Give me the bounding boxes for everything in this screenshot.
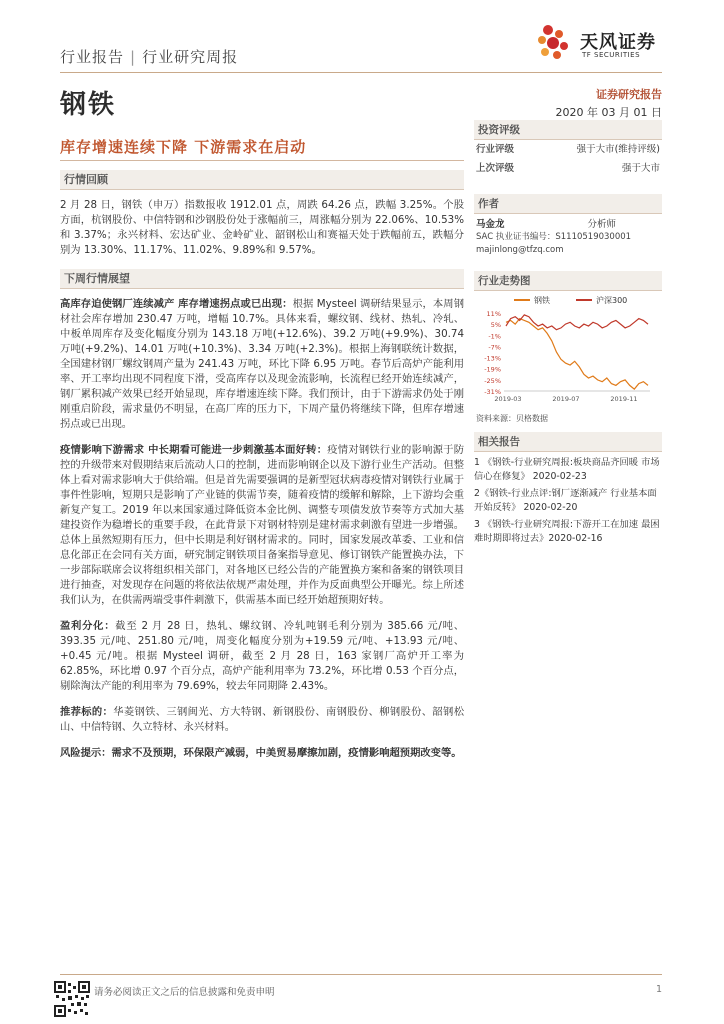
paragraph-lead: 高库存迫使钢厂连续减产 库存增速拐点或已出现： xyxy=(60,298,293,310)
y-tick-label: -13% xyxy=(484,354,501,363)
trend-chart-svg xyxy=(474,291,662,411)
industry-rating-row xyxy=(474,140,662,159)
qr-code-icon xyxy=(54,981,90,1017)
industry-rating-value: 强于大市(维持评级) xyxy=(576,144,660,155)
y-tick-label: 5% xyxy=(490,321,501,330)
report-date: 2020 年 03 月 01 日 xyxy=(555,106,662,119)
brand-name-en: TF SECURITIES xyxy=(582,51,641,59)
industry-trend-chart xyxy=(474,291,662,411)
footer-disclaimer[interactable]: 请务必阅读正文之后的信息披露和免责申明 xyxy=(94,987,275,998)
rating-heading: 投资评级 xyxy=(474,120,662,140)
industry-rating-label: 行业评级 xyxy=(476,144,515,155)
related-report-item[interactable]: 2《钢铁-行业点评:钢厂逐渐减产 行业基本面开始反转》 2020-02-20 xyxy=(474,488,657,513)
previous-rating-label: 上次评级 xyxy=(476,163,515,174)
legend-label: 钢铁 xyxy=(534,296,550,305)
outlook-paragraph-profit xyxy=(60,619,464,694)
author-row xyxy=(476,218,616,231)
brand-logo xyxy=(534,22,674,66)
x-tick-label: 2019-11 xyxy=(610,395,638,403)
paragraph-text: 根据 Mysteel 调研结果显示，本周钢材社会库存增加 230.47 万吨，增幅 10.7%。具体来看，螺纹钢、线材、热轧、冷轧、中板单周库存及变化幅度分别为 143.18 万吨(+12.6%)、39.2 万吨(+9.9%)、30.74 万吨(+9.2%)、14.01 万吨(+10.3%)、3.34 万吨(+2.3%)。根据上海钢联统计数据，全国建材钢厂螺纹钢周产量为 241.43 万吨，环比下降 6.95 万吨。春节后高炉产能利用率、开工率均出现不同程度下滑，受高库存以及现金流影响，长流程已经开始连续减产，钢厂累积减产效果已经开始显现，库存增速连续下降。我们预计，由于下游需求仍处于刚刚重启阶段，需求量仍不明显，在高厂库的压力下，下周产量仍将继续下降，但库存增速拐点或已出现。 xyxy=(60,298,464,430)
x-tick-label: 2019-07 xyxy=(552,395,580,403)
sidebar xyxy=(474,120,662,549)
outlook-paragraph-epidemic xyxy=(60,443,464,608)
review-paragraph xyxy=(60,198,464,258)
previous-rating-row xyxy=(474,159,662,178)
header-divider xyxy=(60,72,662,73)
author-certificate: SAC 执业证书编号：S1110519030001 xyxy=(476,232,632,242)
legend-label: 沪深300 xyxy=(596,296,628,305)
paragraph-text: 截至 2 月 28 日，热轧、螺纹钢、冷轧吨钢毛利分别为 385.66 元/吨、393.35 元/吨、251.80 元/吨，周变化幅度分别为+19.59 元/吨、+13.93 元/吨、+0.45 元/吨。根据 Mysteel 调研，截至 2 月 28 日，163 家钢厂高炉开工率为 62.85%，环比增 0.97 个百分点，高炉产能利用率为 73.2%，环比增 0.53 个百分点，剔除淘汰产能的利用率为 79.69%，较去年同期降 2.43%。 xyxy=(60,620,465,692)
y-tick-label: -31% xyxy=(484,388,501,396)
y-tick-label: -1% xyxy=(488,332,501,341)
paragraph-lead: 推荐标的： xyxy=(60,706,114,718)
y-tick-label: -7% xyxy=(488,343,501,352)
y-tick-label: -25% xyxy=(484,376,501,385)
series-line xyxy=(506,315,648,330)
series-line xyxy=(506,319,648,390)
brand-name: 天风证券 xyxy=(580,32,656,53)
paragraph-lead: 盈利分化： xyxy=(60,620,116,632)
related-report-item[interactable]: 3 《钢铁-行业研究周报:下游开工在加速 最困难时期即将过去》2020-02-16 xyxy=(474,519,660,544)
sub-category-label: 行业研究周报 xyxy=(142,48,239,66)
report-subtitle: 库存增速连续下降 下游需求在启动 xyxy=(60,138,307,156)
related-report-item[interactable]: 1 《钢铁-行业研究周报:板块商品齐回暖 市场信心在修复》 2020-02-23 xyxy=(474,457,660,482)
author-block xyxy=(474,214,662,261)
chart-heading: 行业走势图 xyxy=(474,271,662,291)
paragraph-lead: 风险提示：需求不及预期，环保限产减弱，中美贸易摩擦加剧，疫情影响超预期改变等。 xyxy=(60,747,462,759)
subtitle-divider xyxy=(60,160,464,161)
review-paragraph-text: 2 月 28 日，钢铁（申万）指数报收 1912.01 点，周跌 64.26 点，跌幅 3.25%。个股方面，杭钢股份、中信特钢和沙钢股份处于涨幅前三，周涨幅分别为 22.06%、10.53%和 3.37%；永兴材料、宏达矿业、金岭矿业、韶钢松山和赛福天处于跌幅前五，跌幅分别为 13.30%、11.17%、11.02%、9.89%和 9.57%。 xyxy=(60,199,464,256)
y-tick-label: 11% xyxy=(486,310,501,318)
author-heading: 作者 xyxy=(474,194,662,214)
outlook-paragraph-risk xyxy=(60,746,464,761)
x-tick-label: 2019-03 xyxy=(494,395,522,403)
footer-divider xyxy=(60,974,662,975)
author-name: 马金龙 xyxy=(476,219,505,230)
category-label: 行业报告 xyxy=(60,48,125,66)
category-separator: | xyxy=(130,48,137,66)
section-heading-review: 行情回顾 xyxy=(60,170,464,190)
brand-logo-icon xyxy=(534,22,574,62)
page-title: 钢铁 xyxy=(60,90,117,120)
section-heading-outlook: 下周行情展望 xyxy=(60,269,464,289)
main-column xyxy=(60,170,464,772)
author-email[interactable]: majinlong@tfzq.com xyxy=(476,245,564,255)
paragraph-text: 疫情对钢铁行业的影响源于防控的升级带来对假期结束后流动人口的控制，进而影响钢企以及下游行业生产活动。但整体上看对需求影响大于供给端。但是首先需要强调的是新型冠状病毒疫情对钢铁行业属于事件性影响，短期只是影响了产业链的供需节奏，随着疫情的缓解和解除，上下游均会重新复产复工。2019 年以来国家通过降低资本金比例、调整专项债发放节奏等方式加大基建投资作为稳增长的重要手段，在此背景下对钢材特别是建材需求刺激有望进一步增强。总体上虽然短期有压力，但中长期是利好钢材需求的。同时，国家发展改革委、工业和信息化部正在会同有关方面，研究制定钢铁项目备案指导意见、修订钢铁产能置换办法，下一步部际联席会议将组织相关部门，对各地区已经公告的产能置换方案和备案的钢铁项目进行抽查，对发现存在问题的将依法依规严肃处理，并作为反面典型公开曝光。综上所述我们认为，在供需两端受事件刺激下，供需基本面已经开始超预期好转。 xyxy=(60,444,464,606)
page-number: 1 xyxy=(655,984,662,995)
chart-source: 资料来源：贝格数据 xyxy=(476,414,548,423)
paragraph-text: 华菱钢铁、三钢闽光、方大特钢、新钢股份、南钢股份、柳钢股份、韶钢松山、中信特钢、久立特材、永兴材料。 xyxy=(60,706,464,733)
previous-rating-value: 强于大市 xyxy=(621,163,660,174)
outlook-paragraph-picks xyxy=(60,705,464,735)
author-role: 分析师 xyxy=(587,219,616,230)
outlook-paragraph-inventory xyxy=(60,297,464,432)
report-type: 证券研究报告 xyxy=(596,88,662,101)
related-reports xyxy=(474,452,662,546)
related-heading: 相关报告 xyxy=(474,432,662,452)
report-category xyxy=(60,46,238,67)
paragraph-lead: 疫情影响下游需求 中长期看可能进一步刺激基本面好转： xyxy=(60,444,328,456)
y-tick-label: -19% xyxy=(484,365,501,374)
